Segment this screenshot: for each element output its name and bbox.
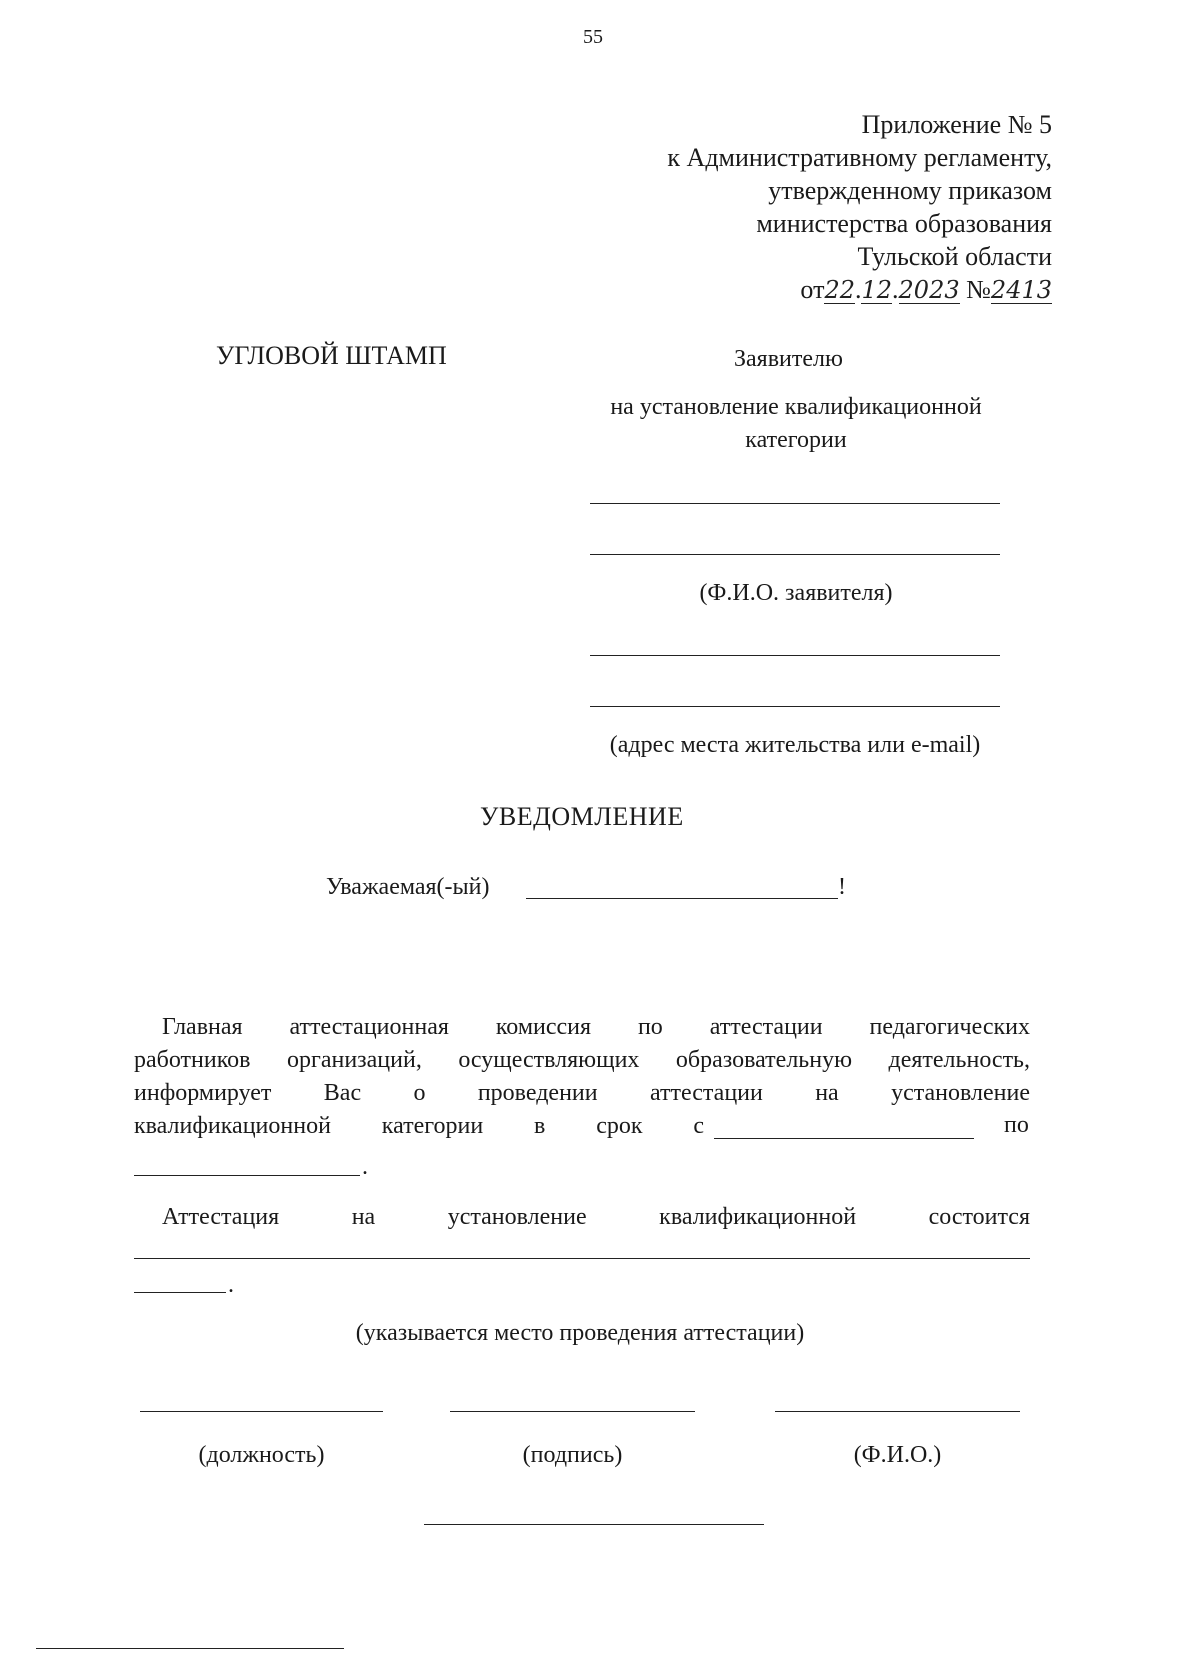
appendix-regulation: к Административному регламенту, — [667, 143, 1052, 172]
greeting-name-line — [526, 898, 838, 899]
appendix-region: Тульской области — [857, 242, 1052, 271]
applicant-name-caption: (Ф.И.О. заявителя) — [699, 580, 893, 606]
order-number-prefix: № — [966, 275, 991, 304]
appendix-header — [667, 108, 1052, 306]
order-date-year: 2023 — [898, 276, 960, 304]
order-date-month: 12 — [861, 276, 893, 304]
signature-line — [450, 1411, 695, 1412]
full-name-line — [775, 1411, 1020, 1412]
paragraph1-line4: квалификационной категории в срок с — [134, 1113, 704, 1139]
order-date-day: 22 — [824, 276, 855, 304]
greeting-text: Уважаемая(-ый) — [326, 874, 490, 900]
paragraph1-line1: Главная аттестационная комиссия по аттестации педагогических — [162, 1014, 1030, 1040]
attestation-place-line-1 — [134, 1258, 1030, 1259]
applicant-address-caption: (адрес места жительства или e-mail) — [609, 732, 981, 758]
closing-divider — [424, 1524, 764, 1525]
full-name-caption: (Ф.И.О.) — [853, 1442, 942, 1468]
greeting-exclamation: ! — [838, 874, 846, 900]
applicant-name-line-2 — [590, 554, 1000, 555]
order-prefix: от — [800, 275, 825, 304]
corner-stamp-label: УГЛОВОЙ ШТАМП — [216, 341, 447, 370]
page-number: 55 — [583, 26, 603, 48]
paragraph1-to-word: по — [1004, 1112, 1029, 1138]
paragraph2-line1: Аттестация на установление квалификационной состоится — [162, 1204, 1030, 1230]
greeting — [326, 872, 490, 903]
applicant-address-line-1 — [590, 655, 1000, 656]
paragraph1-period: . — [362, 1154, 368, 1180]
paragraph1-line2: работников организаций, осуществляющих образовательную деятельность, — [134, 1047, 1030, 1073]
position-line — [140, 1411, 383, 1412]
position-caption: (должность) — [198, 1442, 325, 1468]
recipient-to: Заявителю — [734, 346, 843, 372]
paragraph2-period: . — [228, 1272, 234, 1298]
footnote-divider — [36, 1648, 344, 1649]
signature-caption: (подпись) — [522, 1442, 623, 1468]
date-to-line — [134, 1175, 360, 1176]
order-reference: от22.12.2023 №2413 — [800, 275, 1052, 304]
paragraph1-line3: информирует Вас о проведении аттестации на установление — [134, 1080, 1030, 1106]
appendix-ministry: министерства образования — [756, 209, 1052, 238]
document-title: УВЕДОМЛЕНИЕ — [480, 802, 684, 831]
place-caption: (указывается место проведения аттестации) — [355, 1320, 805, 1346]
attestation-place-line-2 — [134, 1292, 226, 1293]
recipient-purpose-line1: на установление квалификационной — [610, 394, 982, 420]
applicant-address-line-2 — [590, 706, 1000, 707]
appendix-approved: утвержденному приказом — [768, 176, 1052, 205]
recipient-purpose-line2: категории — [745, 427, 847, 453]
appendix-title: Приложение № 5 — [861, 110, 1052, 139]
date-from-line — [714, 1138, 974, 1139]
order-number: 2413 — [990, 276, 1052, 304]
applicant-name-line-1 — [590, 503, 1000, 504]
